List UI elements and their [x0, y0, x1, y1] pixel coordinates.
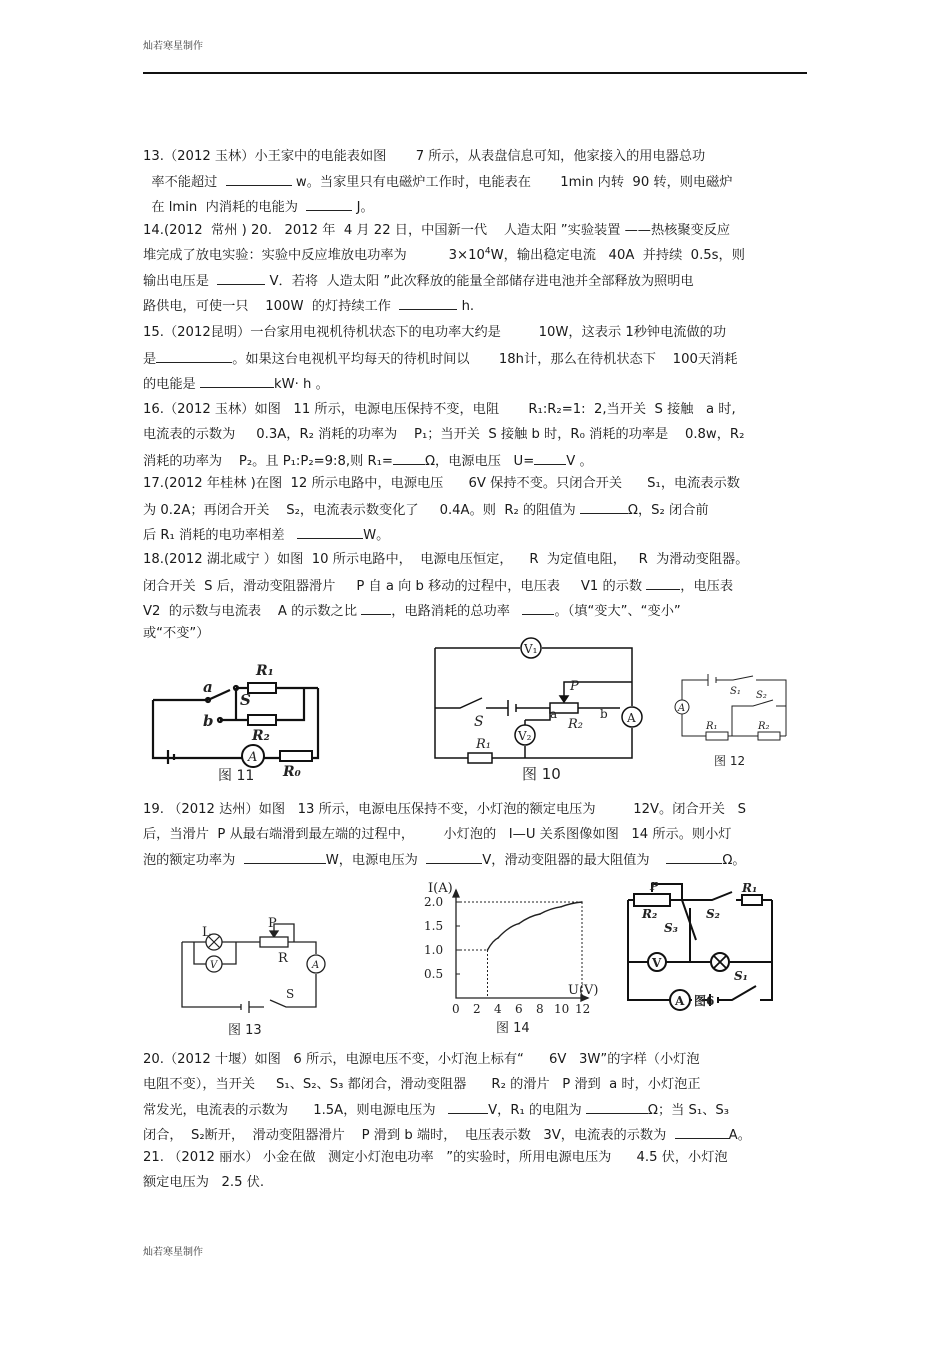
chart-y-tick-label: 0.5 — [424, 967, 444, 981]
q17-text: 为 0.2A；再闭合开关 S₂，电流表示数变化了 0.4A。则 R₂ 的阻值为 — [143, 503, 580, 518]
q13-text: 在 lmin 内消耗的电能为 — [143, 200, 307, 215]
q16-text: V 。 — [566, 454, 593, 469]
rheostat-r — [260, 937, 288, 947]
q18-text: ，电路消耗的总功率 — [391, 604, 523, 619]
label-r2: R₂ — [252, 728, 270, 744]
q14-line2 — [143, 247, 745, 265]
label-b: b — [203, 712, 214, 730]
chart-guides — [456, 901, 583, 998]
answer-blank[interactable] — [675, 1125, 729, 1139]
answer-blank[interactable] — [448, 1100, 488, 1114]
q19-line1: 19. （2012 达州）如图 13 所示，电源电压保持不变，小灯泡的额定电压为 12V。闭合开关 S — [143, 802, 746, 817]
figure-6-caption: 图6 — [694, 994, 715, 1008]
chart-y-ticks — [424, 895, 460, 981]
label-s: S — [240, 691, 251, 709]
q18-line1: 18.(2012 湖北咸宁 ）如图 10 所示电路中， 电源电压恒定， R 为定值电阻， R 为滑动变阻器。 — [143, 552, 749, 567]
voltmeter-label: V — [652, 956, 662, 970]
answer-blank[interactable] — [522, 601, 554, 615]
q16-text: Ω，电源电压 U= — [424, 454, 535, 469]
q15-line2 — [143, 349, 737, 369]
figure-12-caption: 图 12 — [714, 754, 746, 768]
chart-x-label: U(V) — [568, 983, 599, 998]
q14-line3 — [143, 271, 694, 291]
label-s: S — [286, 987, 295, 1001]
q20-line1: 20.（2012 十堰）如图 6 所示，电源电压不变，小灯泡上标有“ 6V 3W”的字样（小灯泡 — [143, 1052, 700, 1067]
q18-text: 。（填“变大”、“变小” — [554, 604, 681, 619]
q14-text: h. — [457, 299, 475, 314]
label-s2: S₂ — [756, 690, 767, 701]
answer-blank[interactable] — [426, 850, 482, 864]
ammeter-label: A — [627, 711, 636, 725]
answer-blank[interactable] — [534, 451, 566, 465]
q17-text: 后 R₁ 消耗的电功率相差 — [143, 528, 298, 543]
label-s1: S₁ — [734, 969, 748, 983]
figure-13-circuit — [174, 912, 334, 1040]
chart-x-tick-label: 8 — [536, 1002, 544, 1016]
q16-text: 消耗的功率为 P₂。且 P₁:P₂=9:8,则 R₁= — [143, 454, 393, 469]
label-p: P — [570, 679, 579, 694]
answer-blank[interactable] — [393, 451, 425, 465]
q13-text: w。当家里只有电磁炉工作时，电能表在 1min 内转 90 转，则电磁炉 — [291, 175, 733, 190]
answer-blank[interactable] — [646, 576, 680, 590]
resistor-r2 — [758, 732, 780, 740]
q16-line2: 电流表的示数为 0.3A，R₂ 消耗的功率为 P₁；当开关 S 接触 b 时，R₀ 消耗的功率是 0.8w，R₂ — [143, 427, 745, 442]
figure-14-chart — [418, 878, 608, 1038]
page-header: 灿若寒星制作 — [143, 41, 203, 52]
chart-x-tick-label: 2 — [473, 1002, 481, 1016]
label-s1: S₁ — [730, 686, 741, 697]
q17-line3 — [143, 525, 389, 545]
answer-blank[interactable] — [156, 349, 232, 363]
q20-line4 — [143, 1125, 751, 1145]
resistor-r0 — [280, 751, 312, 761]
chart-x-ticks — [452, 1002, 590, 1016]
label-p: P — [650, 880, 659, 893]
q20-text: Ω；当 S₁、S₃ — [647, 1103, 730, 1118]
chart-y-tick-label: 1.0 — [424, 943, 444, 957]
q14-text: 堆完成了放电实验：实验中反应堆放电功率为 3×10 — [143, 248, 485, 263]
q18-line2 — [143, 576, 733, 596]
label-r1: R₁ — [706, 721, 718, 732]
q15-line3 — [143, 374, 329, 394]
page-footer: 灿若寒星制作 — [143, 1247, 203, 1258]
q18-text: V2 的示数与电流表 A 的示数之比 — [143, 604, 362, 619]
q16-line1: 16.（2012 玉林）如图 11 所示，电源电压保持不变，电阻 R₁:R₂=1: 2,当开关 S 接触 a 时, — [143, 402, 736, 417]
label-r1: R₁ — [476, 737, 491, 752]
label-l: L — [202, 925, 211, 940]
q20-text: 常发光，电流表的示数为 1.5A，则电源电压为 — [143, 1103, 449, 1118]
resistor-r2 — [248, 715, 276, 725]
label-r2: R₂ — [642, 907, 658, 921]
q20-line3 — [143, 1100, 729, 1120]
q14-line4 — [143, 296, 474, 316]
label-p: P — [268, 916, 277, 931]
q13-text: 率不能超过 — [143, 175, 226, 190]
answer-blank[interactable] — [666, 850, 722, 864]
figure-12-circuit — [668, 670, 798, 772]
q19-text: Ω。 — [722, 853, 746, 868]
label-r2: R₂ — [758, 721, 770, 732]
answer-blank[interactable] — [586, 1100, 648, 1114]
rheostat-r2 — [634, 894, 670, 906]
q17-line1: 17.(2012 年桂林 )在图 12 所示电路中，电源电压 6V 保持不变。只闭合开关 S₁，电流表示数 — [143, 476, 740, 491]
q14-text: W，输出稳定电流 40A 并持续 0.5s，则 — [490, 248, 745, 263]
chart-y-tick-label: 2.0 — [424, 895, 444, 909]
q15-line1: 15.（2012昆明）一台家用电视机待机状态下的电功率大约是 10W，这表示 1秒钟电流做的功 — [143, 325, 727, 340]
label-a: a — [203, 678, 213, 696]
ammeter-label: A — [675, 994, 685, 1008]
q17-line2 — [143, 500, 709, 520]
answer-blank[interactable] — [226, 172, 292, 186]
q13-text: J。 — [352, 200, 374, 215]
resistor-r1 — [248, 683, 276, 693]
ammeter-label: A — [312, 960, 320, 971]
chart-x-tick-label: 0 — [452, 1002, 460, 1016]
q19-text: V，滑动变阻器的最大阻值为 — [482, 853, 667, 868]
q19-line2: 后，当滑片 P 从最右端滑到最左端的过程中， 小灯泡的 I—U 关系图像如图 14 所示。则小灯 — [143, 827, 732, 842]
q18-line4: 或“不变”） — [143, 626, 210, 641]
q20-line2: 电阻不变），当开关 S₁、S₂、S₃ 都闭合，滑动变阻器 R₂ 的滑片 P 滑到 a 时，小灯泡正 — [143, 1077, 701, 1092]
q19-line3 — [143, 850, 746, 870]
q18-text: ，电压表 — [680, 579, 734, 594]
answer-blank[interactable] — [217, 271, 265, 285]
chart-y-label: I(A) — [428, 881, 453, 896]
q14-text: 路供电，可使一只 100W 的灯持续工作 — [143, 299, 400, 314]
q19-text: W，电源电压为 — [325, 853, 427, 868]
label-s: S — [474, 714, 484, 730]
chart-series-line — [488, 902, 583, 950]
v2-label: V₂ — [518, 729, 532, 743]
figure-10-circuit — [430, 638, 642, 786]
label-s2: S₂ — [706, 907, 720, 921]
q20-text: A。 — [728, 1128, 751, 1143]
q14-line1: 14.(2012 常州 ) 20. 2012 年 4 月 22 日，中国新一代 人造太阳 ”实验装置 ——热核聚变反应 — [143, 223, 731, 238]
ammeter-label: A — [678, 703, 686, 714]
q19-text: 泡的额定功率为 — [143, 853, 244, 868]
label-r1: R₁ — [256, 663, 274, 679]
q15-text: 是 — [143, 352, 157, 367]
label-r: R — [278, 951, 288, 966]
q21-line1: 21. （2012 丽水） 小金在做 测定小灯泡电功率 ”的实验时，所用电源电压为 4.5 伏，小灯泡 — [143, 1150, 728, 1165]
answer-blank[interactable] — [297, 525, 363, 539]
chart-x-tick-label: 10 — [554, 1002, 570, 1016]
q17-text: W。 — [363, 528, 390, 543]
chart-x-tick-label: 12 — [575, 1002, 591, 1016]
q20-text: 闭合， S₂断开， 滑动变阻器滑片 P 滑到 b 端时， 电压表示数 3V，电流表的示数为 — [143, 1128, 675, 1143]
q17-text: Ω，S₂ 闭合前 — [627, 503, 709, 518]
answer-blank[interactable] — [361, 601, 391, 615]
figure-6-circuit — [622, 880, 782, 1008]
figure-10-caption: 图 10 — [522, 765, 561, 783]
label-r2: R₂ — [568, 717, 583, 732]
label-r1: R₁ — [742, 881, 758, 895]
q13-line2 — [143, 172, 733, 192]
q20-text: V，R₁ 的电阻为 — [488, 1103, 586, 1118]
answer-blank[interactable] — [306, 197, 352, 211]
q15-text: kW· h 。 — [273, 377, 329, 392]
q14-text: V．若将 人造太阳 ”此次释放的能量全部储存进电池并全部释放为照明电 — [265, 274, 694, 289]
label-r0: R₀ — [283, 764, 301, 780]
q18-text: 闭合开关 S 后，滑动变阻器滑片 P 自 a 向 b 移动的过程中，电压表 V1 的示数 — [143, 579, 647, 594]
header-divider — [143, 72, 807, 74]
resistor-r1 — [742, 895, 762, 905]
figure-13-caption: 图 13 — [228, 1023, 262, 1038]
chart-x-tick-label: 6 — [515, 1002, 523, 1016]
answer-blank[interactable] — [200, 374, 274, 388]
ammeter-label: A — [248, 750, 258, 765]
answer-blank[interactable] — [580, 500, 628, 514]
q15-text: 的电能是 — [143, 377, 200, 392]
label-s3: S₃ — [664, 921, 678, 935]
q13-line1: 13.（2012 玉林）小王家中的电能表如图 7 所示，从表盘信息可知，他家接入的用电器总功 — [143, 149, 706, 164]
chart-y-tick-label: 1.5 — [424, 919, 444, 933]
q14-exponent: 4 — [484, 246, 491, 257]
figure-11-caption: 图 11 — [218, 768, 255, 784]
q16-line3 — [143, 451, 593, 471]
voltmeter-label: V — [210, 960, 218, 971]
q18-line3 — [143, 601, 681, 621]
q13-line3 — [143, 197, 374, 217]
v1-label: V₁ — [524, 642, 538, 656]
resistor-r1 — [706, 732, 728, 740]
q21-line2: 额定电压为 2.5 伏. — [143, 1175, 265, 1190]
answer-blank[interactable] — [244, 850, 326, 864]
answer-blank[interactable] — [399, 296, 457, 310]
label-b: b — [600, 707, 608, 721]
q15-text: 。如果这台电视机平均每天的待机时间以 18h计，那么在待机状态下 100天消耗 — [232, 352, 738, 367]
resistor-r1 — [468, 753, 492, 763]
q14-text: 输出电压是 — [143, 274, 218, 289]
figure-11-circuit — [148, 660, 328, 782]
chart-x-tick-label: 4 — [494, 1002, 502, 1016]
label-a: a — [550, 707, 558, 721]
figure-14-caption: 图 14 — [496, 1021, 530, 1036]
